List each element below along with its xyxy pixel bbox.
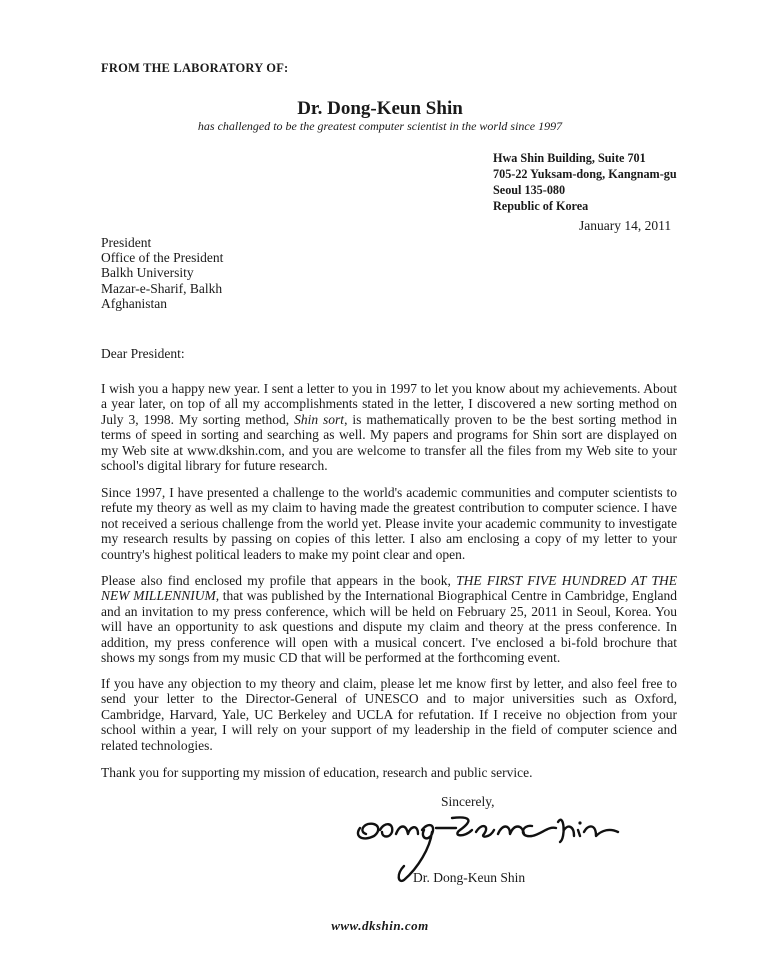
sender-address [493,150,677,214]
sender-address-line: Republic of Korea [493,199,589,213]
body-paragraph-4: If you have any objection to my theory and claim, please let me know first by letter, and also feel free to send your letter to the Director-General of UNESCO and to major universities such as Oxford, Cambridge, Harvard, Yale, UC Berkeley and UCLA for refutation. If I receive no objection from your school within a year, I will rely on your support of my leadership in the field of computer science and related technologies. [101,676,677,753]
recipient-address [101,235,223,311]
body-paragraph-3 [101,573,677,665]
body-paragraph-1 [101,381,677,473]
sender-address-line: Seoul 135-080 [493,183,566,197]
p3-text-b: that was published by the International Biographical Centre in Cambridge, England and an invitation to my press conference, which will be held on February 25, 2011 in Seoul, Korea. You will have an opportunity to ask questions and dispute my claim and theory at the press conference. In addition, my press conference will open with a musical concert. I've enclosed a bi-fold brochure that shows my songs from my music CD that will be performed at the forthcoming event. [101,588,678,666]
recipient-line: Office of the President [101,250,224,266]
sender-address-line: Hwa Shin Building, Suite 701 [493,151,646,165]
sign-off: Sincerely, [441,794,495,809]
p1-emphasis: Shin sort [294,411,345,427]
signer-name: Dr. Dong-Keun Shin [413,870,526,885]
letterhead-name: Dr. Dong-Keun Shin [297,98,463,119]
recipient-line: President [101,235,152,250]
letterhead-tagline: has challenged to be the greatest computer scientist in the world since 1997 [197,119,563,133]
p3-text-a: Please also find enclosed my profile that appears in the book, [101,573,457,588]
sender-address-line: 705-22 Yuksam-dong, Kangnam-gu [493,167,677,181]
recipient-line: Balkh University [101,265,194,281]
body-paragraph-2: Since 1997, I have presented a challenge to the world's academic communities and computer scientists to refute my theory as well as my claim to having made the greatest contribution to computer science. I have not received a serious challenge from the world yet. Please invite your academic community to investigate my research results by passing on copies of this letter. I also am enclosing a copy of my letter to your country's highest political leaders to make my point clear and open. [101,485,677,562]
footer-website: www.dkshin.com [331,918,429,933]
p3-book-title: THE FIRST FIVE HUNDRED AT THE NEW MILLENNIUM, [101,573,677,604]
recipient-line: Afghanistan [101,295,167,311]
closing-line: Thank you for supporting my mission of education, research and public service. [101,765,533,780]
p1-text-b: , is mathematically proven to be the best sorting method in terms of speed in sorting and searching as well. My papers and programs for Shin sort are displayed on my Web site at www.dkshin.com, and you are welcome to transfer all the files from my Web site to your school's digital library for future research. [101,411,677,474]
recipient-line: Mazar-e-Sharif, Balkh [101,280,223,296]
letterhead-label: FROM THE LABORATORY OF: [101,61,289,75]
salutation: Dear President: [101,346,185,361]
letter-date: January 14, 2011 [579,218,672,233]
p1-text-a: I wish you a happy new year. I sent a letter to you in 1997 to let you know about my achievements. About a year later, on top of all my accomplishments stated in the letter, I discovered a new sorting method on July 3, 1998. My sorting method, [101,381,677,427]
